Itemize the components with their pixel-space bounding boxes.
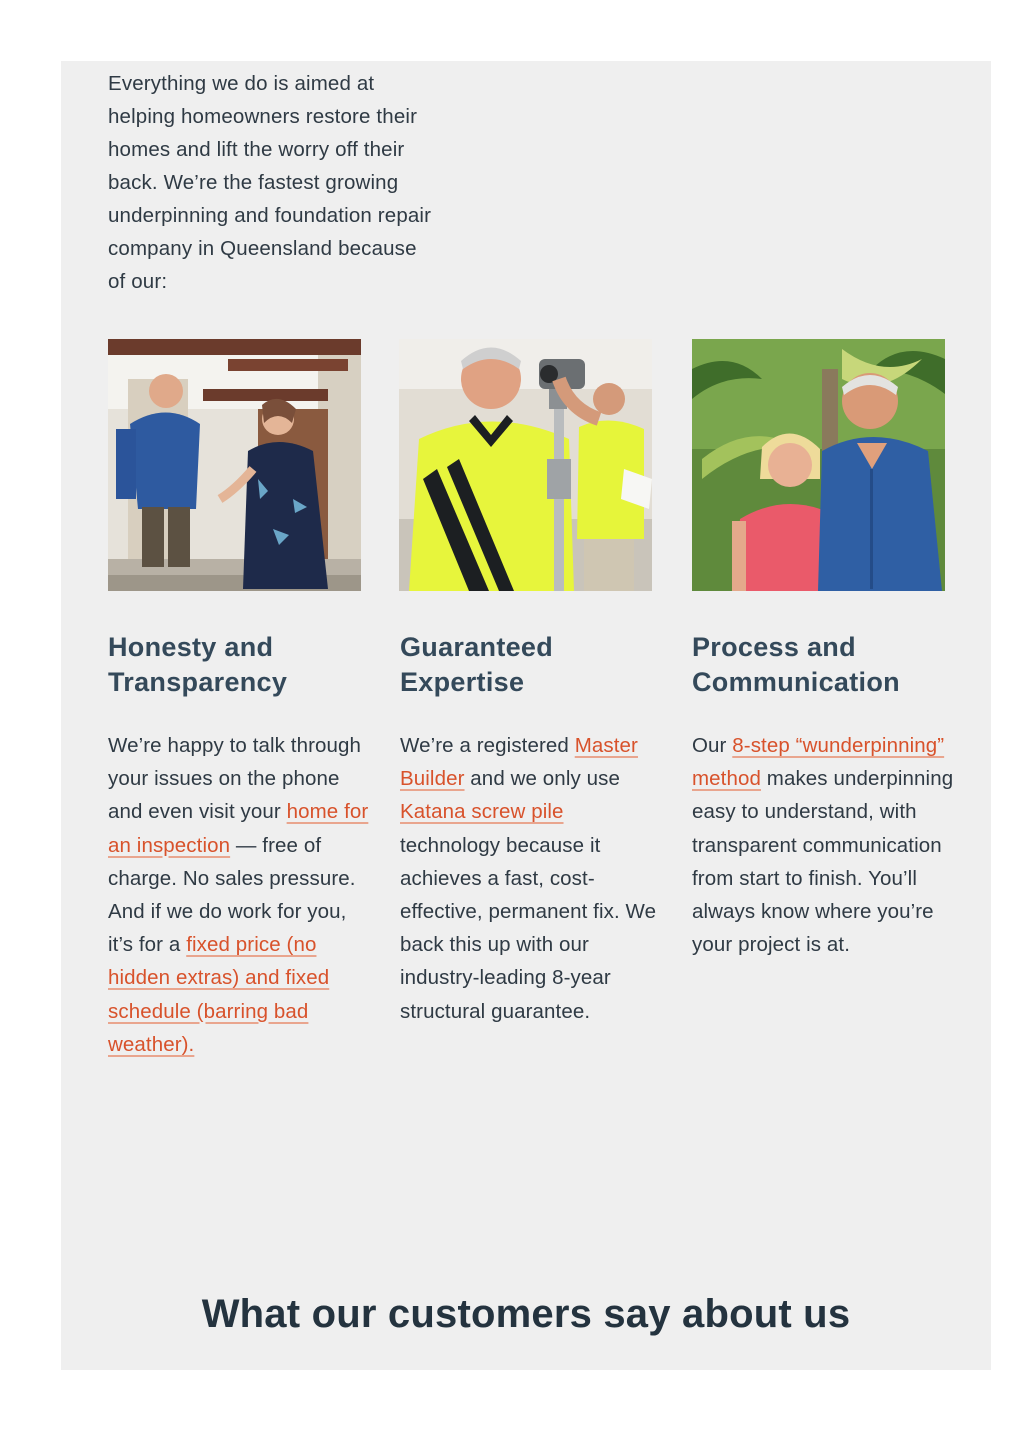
- honesty-heading: Honesty and Transparency: [108, 632, 288, 697]
- expertise-photo: [399, 339, 652, 591]
- communication-photo: [692, 339, 945, 591]
- expertise-text-c: technology because it achieves a fast, cost-effective, permanent fix. We back this up with our industry-leading 8-year structural guarantee.: [400, 833, 657, 1023]
- master-builder-link[interactable]: Master Builder: [400, 734, 638, 791]
- intro-paragraph: Everything we do is aimed at helping homeowners restore their homes and lift the worry off their back. We’re the fastest growing underpinning and foundation repair company in Queensland because of our:: [108, 72, 432, 293]
- expertise-heading: Guaranteed Expertise: [400, 632, 554, 697]
- home-inspection-link[interactable]: home for an inspection: [108, 800, 369, 857]
- expertise-text-b: and we only use: [464, 767, 620, 791]
- communication-text-a: Our: [692, 734, 733, 757]
- katana-screw-pile-link[interactable]: Katana screw pile: [400, 800, 564, 824]
- expertise-text-a: We’re a registered: [400, 734, 575, 757]
- honesty-text-b: — free of charge. No sales pressure. And if we do work for you, it’s for a: [108, 833, 356, 957]
- honesty-text-a: We’re happy to talk through your issues on the phone and even visit your: [108, 734, 362, 824]
- communication-heading: Process and Communication: [692, 632, 900, 697]
- fixed-price-link[interactable]: fixed price (no hidden extras) and fixed schedule (barring bad weather).: [108, 933, 330, 1056]
- honesty-photo: [108, 339, 361, 591]
- expertise-paragraph: [400, 729, 662, 1028]
- wunderpinning-method-link[interactable]: 8-step “wunderpinning” method: [692, 734, 945, 791]
- communication-paragraph: [692, 729, 954, 961]
- honesty-paragraph: [108, 729, 370, 1061]
- communication-text-b: makes underpinning easy to understand, with transparent communication from start to finish. You’ll always know where you’re your project is at.: [692, 767, 954, 957]
- testimonials-heading: What our customers say about us: [201, 1292, 851, 1336]
